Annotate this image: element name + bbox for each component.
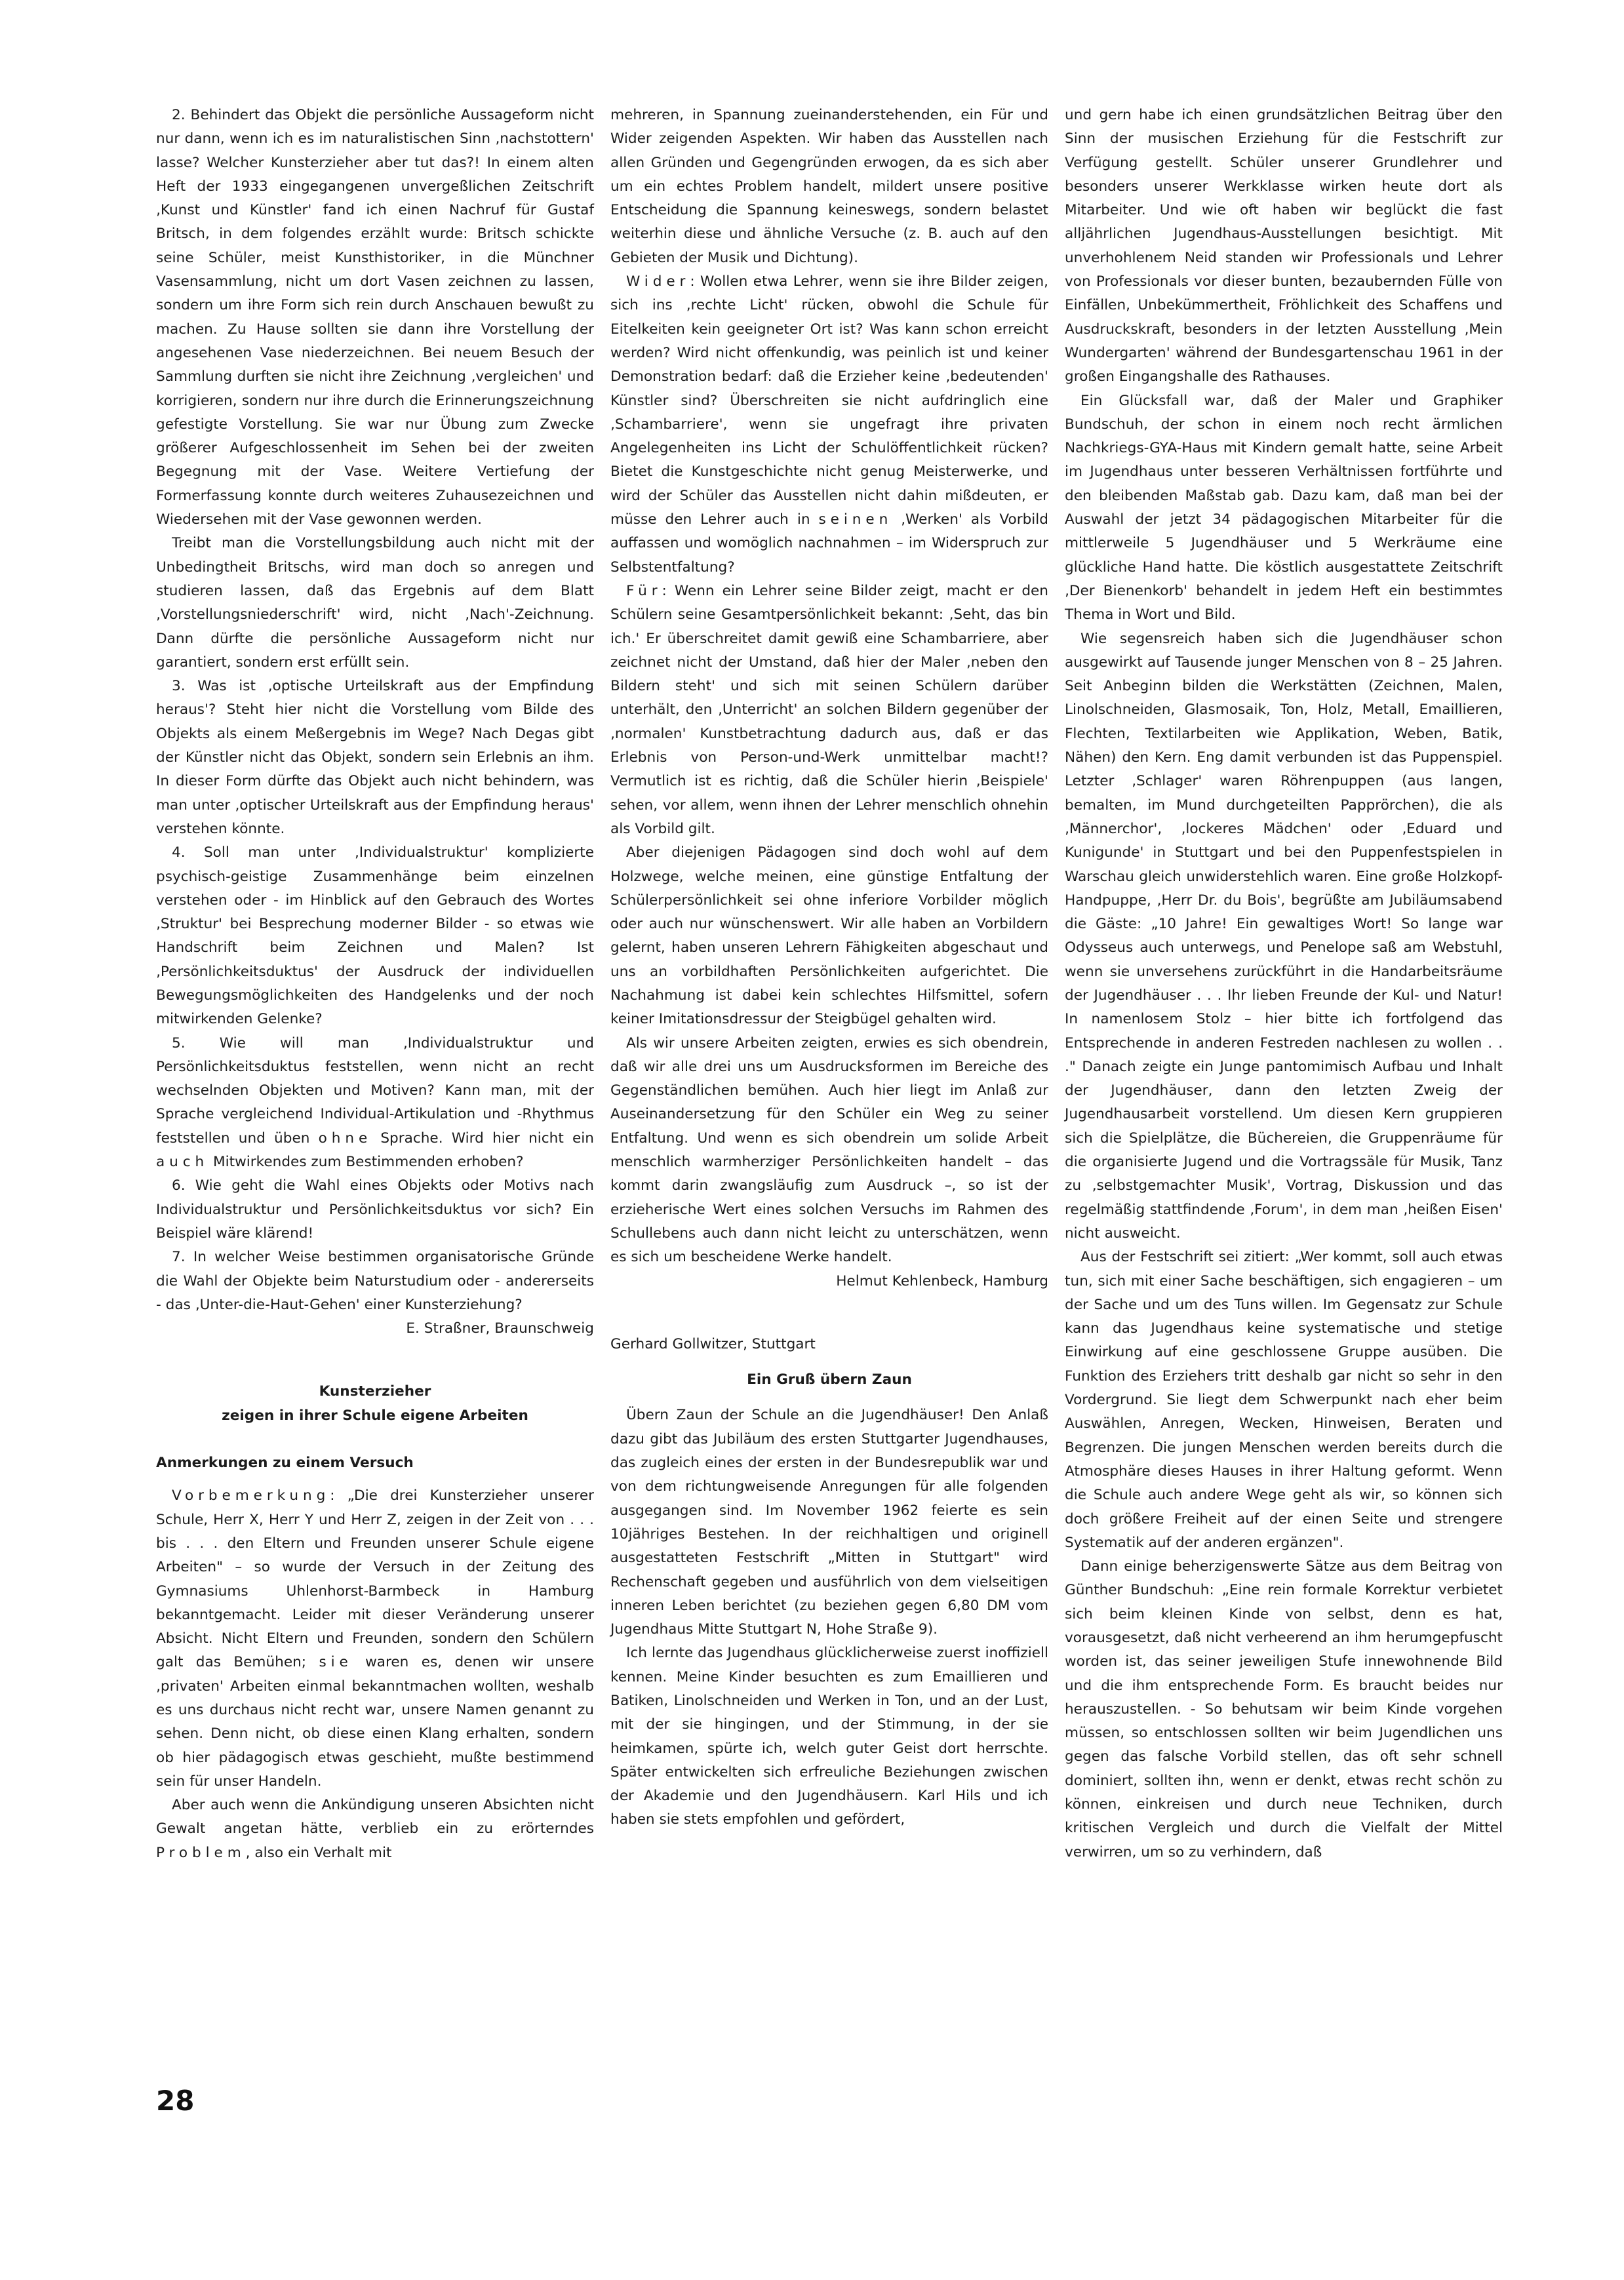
spaced-word: Für xyxy=(626,582,662,599)
paragraph: mehreren, in Spannung zueinanderstehenden, ein Für und Wider zeigenden Aspekten. Wir haben das Ausstellen nach allen Gründen und Gegengründen erwogen, da es sich aber um ein echtes Problem handelt, mildert unsere positive Entscheidung die Spannung keineswegs, sondern belastet weiterhin diese und ähnliche Versuche (z. B. auch auf den Gebieten der Musik und Dichtung). xyxy=(610,107,1048,266)
text-run: Sprache. Wird hier nicht ein xyxy=(372,1130,594,1147)
text-run: , also ein Verhalt mit xyxy=(245,1844,392,1861)
spaced-word: auch xyxy=(156,1154,209,1171)
text-run: 5. Wie will man ‚Individualstruktur und Persönlichkeitsduktus feststellen, wenn nicht an recht wechselnden Objekten und Motiven? Kann man, mit der Sprache vergleichend Individual-Artikulation und -Rhythmus feststellen und üben xyxy=(156,1034,594,1147)
paragraph: Als wir unsere Arbeiten zeigten, erwies es sich obendrein, daß wir alle drei uns um Ausdrucksformen im Bereiche des Gegenständlichen bemühen. Auch hier liegt im Anlaß zur Auseinandersetzung für den Schüler ein Weg zu seiner Entfaltung. Und wenn es sich obendrein um solide Arbeit menschlich warmherziger Persönlichkeiten handelt – das kommt darin zwangsläufig zum Ausdruck –, so ist der erzieherische Wert eines solchen Versuchs im Rahmen des Schullebens auch dann nicht leicht zu unterschätzen, wenn es sich um bescheidene Werke handelt. xyxy=(610,1034,1048,1266)
article-author: Gerhard Gollwitzer, Stuttgart xyxy=(610,1335,816,1352)
article-heading: Ein Gruß übern Zaun xyxy=(747,1371,912,1388)
paragraph: Dann einige beherzigenswerte Sätze aus dem Beitrag von Günther Bundschuh: „Eine rein formale Korrektur verbietet sich beim kleinen Kinde von selbst, denn es hat, vorausgesetzt, daß nicht verheerend an ihm herumgepfuscht worden ist, das seiner jeweiligen Stufe innewohnende Bild und die ihm entsprechende Form. Es braucht beides nur herauszustellen. - So behutsam wir beim Kinde vorgehen müssen, so entschlossen sollten wir beim Jugendlichen uns gegen das falsche Vorbild stellen, das oft sehr schnell dominiert, sollten ihn, wenn er denkt, etwas recht schön zu können, einkreisen und durch neue Techniken, durch kritischen Vergleich und durch die Vielfalt der Mittel verwirren, um so zu verhindern, daß xyxy=(1065,1558,1503,1860)
page-number: 28 xyxy=(156,2085,195,2117)
paragraph xyxy=(610,580,1048,841)
text-run: : Wenn ein Lehrer seine Bilder zeigt, macht er den Schülern seine Gesamtpersönlichkeit bekannt: ‚Seht, das bin ich.' Er überschreitet damit gewiß eine Schambarriere, aber zeichnet nicht der Umstand, daß hier der Maler ‚neben den Bildern steht' und sich mit seinen Schülern darüber unterhält, den ‚Unterricht' an solchen Bildern gegenüber der ‚normalen' Kunstbetrachtung dadurch aus, daß er das Erlebnis von Person-und-Werk unmittelbar macht!? Vermutlich ist es richtig, daß die Schüler hierin ‚Beispiele' sehen, vor allem, wenn ihnen der Lehrer menschlich ohnehin als Vorbild gilt. xyxy=(610,582,1048,837)
text-run: waren es, denen wir unsere ‚privaten' Arbeiten einmal bekanntmachen wollten, weshalb es uns durchaus nicht recht war, unsere Namen genannt zu sehen. Denn nicht, ob diese einen Klang erhalten, sondern ob hier pädagogisch etwas geschieht, mußte bestimmend sein für unser Handeln. xyxy=(156,1654,594,1790)
paragraph: Ein Glücksfall war, daß der Maler und Graphiker Bundschuh, der schon in einem noch recht ärmlichen Nachkriegs-GYA-Haus mit Kindern gemalt hatte, seine Arbeit im Jugendhaus unter besseren Verhältnissen fortführte und den bleibenden Maßstab gab. Dazu kam, daß man bei der Auswahl der jetzt 34 pädagogischen Mitarbeiter für die mittlerweile 5 Jugendhäuser und 5 Werkräume eine glückliche Hand hatte. Die köstlich ausgestattete Zeitschrift ‚Der Bienenkorb' behandelt in jedem Heft ein bestimmtes Thema in Wort und Bild. xyxy=(1065,392,1503,623)
author-signature: Helmut Kehlenbeck, Hamburg xyxy=(836,1272,1048,1289)
paragraph: 3. Was ist ‚optische Urteilskraft aus der Empfindung heraus'? Steht hier nicht die Vorstellung vom Bilde des Objekts als einem Meßergebnis im Wege? Nach Degas gibt der Künstler nicht das Objekt, sondern sein Erlebnis an ihm. In dieser Form dürfte das Objekt auch nicht behindern, was man unter ‚optischer Urteilskraft aus der Empfindung heraus' verstehen könnte. xyxy=(156,678,594,837)
text-run: ‚Werken' als Vorbild auffassen und womöglich nachnahmen – im Widerspruch zur Selbstentfaltung? xyxy=(610,511,1048,576)
article-subheading: Anmerkungen zu einem Versuch xyxy=(156,1455,414,1472)
paragraph xyxy=(610,270,1048,580)
paragraph: Ich lernte das Jugendhaus glücklicherweise zuerst inoffiziell kennen. Meine Kinder besuchten es zum Emaillieren und Batiken, Linolschneiden und Werken in Ton, und an der Lust, mit der sie hingingen, und der Stimmung, in der sie heimkamen, spürte ich, welch guter Geist dort herrschte. Später entwickelten sich erfreuliche Beziehungen zwischen der Akademie und den Jugendhäusern. Karl Hils und ich haben sie stets empfohlen und gefördert, xyxy=(610,1645,1048,1828)
article-heading-line2: zeigen in ihrer Schule eigene Arbeiten xyxy=(222,1407,528,1424)
paragraph: 4. Soll man unter ‚Individualstruktur' komplizierte psychisch-geistige Zusammenhänge beim einzelnen verstehen oder - im Hinblick auf den Gebrauch des Wortes ‚Struktur' bei Besprechung moderner Bilder - so etwas wie Handschrift beim Zeichnen und Malen? Ist ‚Persönlichkeitsduktus' der Ausdruck der individuellen Bewegungsmöglichkeiten des Handgelenks und der noch mitwirkenden Gelenke? xyxy=(156,844,594,1028)
author-signature: E. Straßner, Braunschweig xyxy=(406,1320,594,1337)
paragraph: 7. In welcher Weise bestimmen organisatorische Gründe die Wahl der Objekte beim Naturstudium oder - andererseits - das ‚Unter-die-Haut-Gehen' einer Kunsterziehung? xyxy=(156,1249,594,1313)
paragraph xyxy=(156,1794,594,1865)
paragraph: und gern habe ich einen grundsätzlichen Beitrag über den Sinn der musischen Erziehung für die Festschrift zur Verfügung gestellt. Schüler unserer Grundlehrer und besonders unserer Werkklasse wirken heute dort als Mitarbeiter. Und wie oft haben wir beglückt die fast alljährlichen Jugendhaus-Ausstellungen besichtigt. Mit unverhohlenem Neid standen wir Professionals und Lehrer von Professionals vor dieser bunten, bezaubernden Fülle von Einfällen, Unbekümmertheit, Fröhlichkeit des Schaffens und Ausdruckskraft, besonders in der letzten Ausstellung ‚Mein Wundergarten' während der Bundesgartenschau 1961 in der großen Eingangshalle des Rathauses. xyxy=(1065,107,1503,385)
paragraph: Aber diejenigen Pädagogen sind doch wohl auf dem Holzwege, welche meinen, eine günstige Entfaltung der Schülerpersönlichkeit sei ohne inferiore Vorbilder möglich oder auch nur wünschenswert. Wir alle haben an Vorbildern gelernt, haben unseren Lehrern Fähigkeiten abgeschaut und uns an vorbildhaften Persönlichkeiten aufgerichtet. Die Nachahmung ist dabei kein schlechtes Hilfsmittel, sofern keiner Imitationsdressur der Steigbügel gehalten wird. xyxy=(610,844,1048,1028)
text-run: Aber auch wenn die Ankündigung unseren Absichten nicht Gewalt angetan hätte, verblieb ein zu erörterndes xyxy=(156,1797,594,1838)
article-heading-line1: Kunsterzieher xyxy=(319,1383,431,1400)
spaced-word: ohne xyxy=(318,1130,372,1147)
column-left xyxy=(156,104,594,1865)
paragraph: Wie segensreich haben sich die Jugendhäuser schon ausgewirkt auf Tausende junger Menschen von 8 – 25 Jahren. Seit Anbeginn bilden die Werkstätten (Zeichnen, Malen, Linolschneiden, Glasmosaik, Ton, Holz, Metall, Emaillieren, Flechten, Textilarbeiten wie Applikation, Weben, Batik, Nähen) den Kern. Eng damit verbunden ist das Puppenspiel. Letzter ‚Schlager' waren Röhrenpuppen (aus langen, bemalten, im Mund durchgeteilten Papprörchen), die als ‚Männerchor', ‚lockeres Mädchen' oder ‚Eduard und Kunigunde' in Stuttgart und bei den Puppenfestspielen in Warschau gleich unwiderstehlich waren. Eine große Holzkopf-Handpuppe, ‚Herr Dr. du Bois', begrüßte am Jubiläumsabend die Gäste: „10 Jahre! Ein gewaltiges Wort! So lange war Odysseus auch unterwegs, und Penelope saß am Webstuhl, wenn sie unversehens zurückführt in die Handarbeitsräume der Jugendhäuser . . . Ihr lieben Freunde der Kul- und Natur! In namenlosem Stolz – hier bitte ich fortfolgend das Entsprechende in anderen Festreden nachlesen zu wollen . . ." Danach zeigte ein Junge pantomimisch Aufbau und Inhalt der Jugendhäuser, dann den letzten Zweig der Jugendhausarbeit vorstellend. Um diesen Kern gruppieren sich die Spielplätze, die Büchereien, die Gruppenräume für die organisierte Jugend und die Vortragssäle für Musik, Tanz zu ‚selbstgemachter Musik', Vortrag, Diskussion und das regelmäßig stattfindende ‚Forum', in dem man ‚heißen Eisen' nicht ausweicht. xyxy=(1065,630,1503,1242)
paragraph: Übern Zaun der Schule an die Jugendhäuser! Den Anlaß dazu gibt das Jubiläum des ersten Stuttgarter Jugendhauses, das zugleich eines der ersten in der Bundesrepublik war und von dem richtungweisende Anregungen für alle folgenden ausgegangen sind. Im November 1962 feierte es sein 10jähriges Bestehen. In der reichhaltigen und originell ausgestatteten Festschrift „Mitten in Stuttgart" wird Rechenschaft gegeben und ausführlich von dem vielseitigen inneren Leben berichtet (zu beziehen gegen 6,80 DM vom Jugendhaus Mitte Stuttgart N, Hohe Straße 9). xyxy=(610,1407,1048,1638)
paragraph xyxy=(156,1484,594,1794)
column-right xyxy=(1065,104,1503,1864)
spaced-word: seinen xyxy=(818,511,893,528)
spaced-word: Problem xyxy=(156,1844,246,1861)
text-run: : „Die drei Kunsterzieher unserer Schule, Herr X, Herr Y und Herr Z, zeigen in der Zeit von . . . bis . . . den Eltern und Freunden unserer Schule eigene Arbeiten" – so wurde der Versuch in der Zeitung des Gymnasiums Uhlenhorst-Barmbeck in Hamburg bekanntgemacht. Leider mit dieser Veränderung unserer Absicht. Nicht Eltern und Freunden, sondern den Schülern galt das Bemühen; xyxy=(156,1487,594,1671)
spaced-word: Wider xyxy=(626,273,690,290)
text-run: : Wollen etwa Lehrer, wenn sie ihre Bilder zeigen, sich ins ‚rechte Licht' rücken, obwohl die Schule für Eitelkeiten kein geeigneter Ort ist? Was kann schon erreicht werden? Wird nicht offenkundig, was peinlich ist und keiner Demonstration bedarf: daß die Erzieher keine ‚bedeutenden' Künstler sind? Überschreiten sie nicht aufdringlich eine ‚Schambarriere', wenn sie ungefragt ihre privaten Angelegenheiten ins Licht der Schulöffentlichkeit rücken? Bietet die Kunstgeschichte nicht genug Meisterwerke, und wird der Schüler das Ausstellen nicht dahin mißdeuten, er müsse den Lehrer auch in xyxy=(610,273,1048,528)
text-run: Mitwirkendes zum Bestimmenden erhoben? xyxy=(208,1154,524,1171)
spaced-word: Vorbemerkung xyxy=(172,1487,330,1504)
spaced-word: sie xyxy=(319,1654,353,1671)
paragraph: 2. Behindert das Objekt die persönliche Aussageform nicht nur dann, wenn ich es im naturalistischen Sinn ‚nachstottern' lasse? Welcher Kunsterzieher aber tut das?! In einem alten Heft der 1933 eingegangenen unvergeßlichen Zeitschrift ‚Kunst und Künstler' fand ich einen Nachruf für Gustaf Britsch, in dem folgendes erzählt wurde: Britsch schickte seine Schüler, meist Kunsthistoriker, in die Münchner Vasensammlung, nicht um dort Vasen zeichnen zu lassen, sondern um ihre Form sich rein durch Anschauen bewußt zu machen. Zu Hause sollten sie dann ihre Vorstellung der angesehenen Vase niederzeichnen. Bei neuem Besuch der Sammlung durften sie nicht ihre Zeichnung ‚vergleichen' und korrigieren, sondern nur ihre durch die Erinnerungszeichnung gefestigte Vorstellung. Sie war nur Übung zum Zwecke größerer Aufgeschlossenheit im Sehen bei der zweiten Begegnung mit der Vase. Weitere Vertiefung der Formerfassung konnte durch weiteres Zuhausezeichnen und Wiedersehen mit der Vase gewonnen werden. xyxy=(156,107,594,528)
paragraph: 6. Wie geht die Wahl eines Objekts oder Motivs nach Individualstruktur und Persönlichkeitsduktus vor sich? Ein Beispiel wäre klärend! xyxy=(156,1177,594,1242)
column-middle xyxy=(610,104,1048,1832)
paragraph xyxy=(156,1032,594,1175)
paragraph: Aus der Festschrift sei zitiert: „Wer kommt, soll auch etwas tun, sich mit einer Sache beschäftigen, sich engagieren – um der Sache und um des Tuns willen. Im Gegensatz zur Schule kann das Jugendhaus keine systematische und stetige Einwirkung auf eine geschlossene Gruppe ausüben. Die Funktion des Erziehers tritt deshalb gar nicht so sehr in den Vordergrund. Sie liegt dem Schwerpunkt nach eher beim Auswählen, Anregen, Wecken, Hinweisen, Beraten und Begrenzen. Die jungen Menschen werden bereits durch die Atmosphäre dieses Hauses in ihrer Haltung geformt. Wenn die Schule auch andere Wege geht als wir, so können sich doch größere Freiheit auf der einen Seite und strengere Systematik auf der anderen ergänzen". xyxy=(1065,1249,1503,1551)
paragraph: Treibt man die Vorstellungsbildung auch nicht mit der Unbedingtheit Britschs, wird man doch so anregen und studieren lassen, daß das Ergebnis auf dem Blatt ‚Vorstellungsniederschrift' wird, nicht ‚Nach'-Zeichnung. Dann dürfte die persönliche Aussageform nicht nur garantiert, sondern erst erfüllt sein. xyxy=(156,535,594,671)
